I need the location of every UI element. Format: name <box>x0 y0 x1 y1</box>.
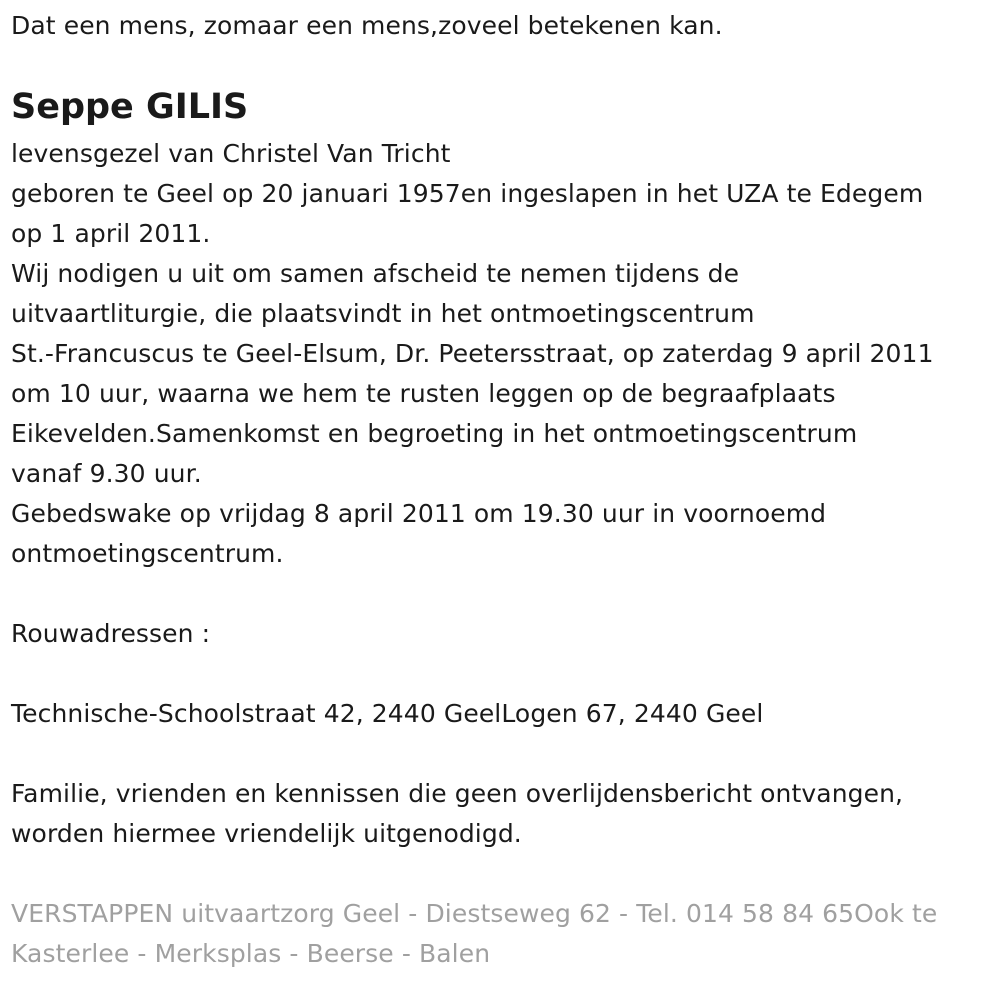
funeral-home-footer <box>11 894 937 974</box>
rouwadressen-label: Rouwadressen : <box>11 619 211 648</box>
body-line: levensgezel van Christel Van Tricht <box>11 139 451 168</box>
footer-line: VERSTAPPEN uitvaartzorg Geel - Diestseweg 62 - Tel. 014 58 84 65Ook te <box>11 899 938 928</box>
addresses-text: Technische-Schoolstraat 42, 2440 GeelLogen 67, 2440 Geel <box>11 699 764 728</box>
invitation-line: Familie, vrienden en kennissen die geen overlijdensbericht ontvangen, <box>11 779 904 808</box>
body-line: ontmoetingscentrum. <box>11 539 284 568</box>
obituary-body <box>11 134 934 574</box>
motto-text: Dat een mens, zomaar een mens,zoveel betekenen kan. <box>11 11 723 40</box>
body-line: St.-Francuscus te Geel-Elsum, Dr. Peetersstraat, op zaterdag 9 april 2011 <box>11 339 934 368</box>
body-line: Eikevelden.Samenkomst en begroeting in het ontmoetingscentrum <box>11 419 858 448</box>
body-line: vanaf 9.30 uur. <box>11 459 202 488</box>
body-line: uitvaartliturgie, die plaatsvindt in het ontmoetingscentrum <box>11 299 755 328</box>
body-line: op 1 april 2011. <box>11 219 211 248</box>
body-line: geboren te Geel op 20 januari 1957en ingeslapen in het UZA te Edegem <box>11 179 924 208</box>
invitation-line: worden hiermee vriendelijk uitgenodigd. <box>11 819 522 848</box>
footer-line: Kasterlee - Merksplas - Beerse - Balen <box>11 939 491 968</box>
body-line: Gebedswake op vrijdag 8 april 2011 om 19.30 uur in voornoemd <box>11 499 827 528</box>
body-line: Wij nodigen u uit om samen afscheid te nemen tijdens de <box>11 259 740 288</box>
deceased-name: Seppe GILIS <box>11 87 249 127</box>
body-line: om 10 uur, waarna we hem te rusten leggen op de begraafplaats <box>11 379 836 408</box>
invitation-text <box>11 774 903 854</box>
